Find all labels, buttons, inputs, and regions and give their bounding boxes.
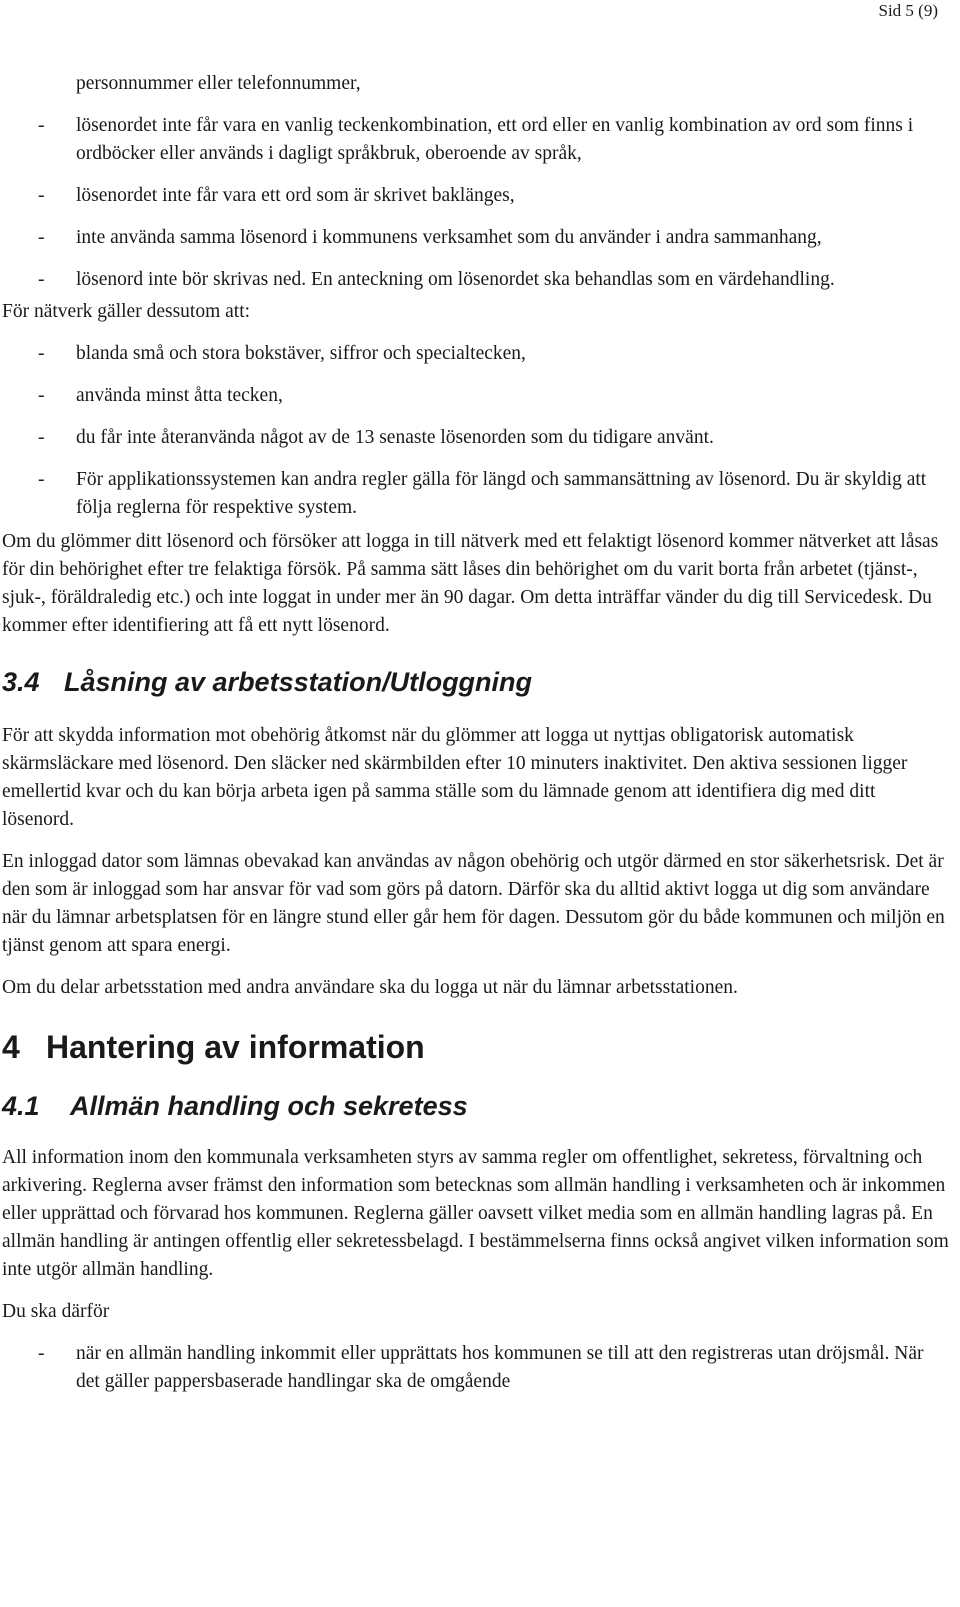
- list-item: [2, 424, 952, 452]
- section-title: Låsning av arbetsstation/Utloggning: [64, 667, 533, 697]
- section-heading-4: [2, 1028, 952, 1066]
- list-item-text: lösenordet inte får vara ett ord som är skrivet baklänges,: [76, 185, 515, 206]
- section-title: Allmän handling och sekretess: [70, 1091, 468, 1121]
- section-number: 4: [2, 1029, 20, 1065]
- list-item: [2, 466, 952, 522]
- list-bullet: -: [38, 185, 45, 206]
- list-item-text: lösenordet inte får vara en vanlig teckenkombination, ett ord eller en vanlig kombination av ord som finns i ordböcker eller används i dagligt språkbruk, oberoende av språk,: [76, 115, 914, 164]
- list-item: [2, 182, 952, 210]
- document-body: [2, 70, 952, 1404]
- list-item-text: lösenord inte bör skrivas ned. En anteckning om lösenordet ska behandlas som en värdehandling.: [76, 269, 835, 290]
- network-rules-list: [2, 340, 952, 522]
- list-item: [2, 382, 952, 410]
- list-bullet: -: [38, 385, 45, 406]
- body-paragraph: All information inom den kommunala verksamheten styrs av samma regler om offentlighet, sekretess, förvaltning och arkivering. Reglerna avser främst den information som betecknas som allmän handling i verksamheten och är inkommen eller upprättad och förvarad hos kommunen. Reglerna gäller oavsett vilket media som en allmän handling lagras på. En allmän handling är antingen offentlig eller sekretessbelagd. I bestämmelserna finns också angivet vilken information som inte utgör allmän handling.: [2, 1147, 949, 1280]
- forgot-password-paragraph: Om du glömmer ditt lösenord och försöker att logga in till nätverk med ett felaktigt lösenord kommer nätverket att låsas för din behörighet efter tre felaktiga försök. På samma sätt låses din behörighet om du varit borta från arbetet (tjänst-, sjuk-, föräldraledig etc.) och inte loggat in under mer än 90 dagar. Om detta inträffar vänder du dig till Servicedesk. Du kommer efter identifiering att få ett nytt lösenord.: [2, 531, 939, 636]
- list-item-text: inte använda samma lösenord i kommunens verksamhet som du använder i andra sammanhang,: [76, 227, 822, 248]
- therefore-intro: Du ska därför: [2, 1301, 110, 1322]
- page-number: Sid 5 (9): [878, 1, 938, 20]
- section-title: Hantering av information: [46, 1029, 425, 1065]
- list-bullet: -: [38, 427, 45, 448]
- list-bullet: -: [38, 269, 45, 290]
- list-bullet: -: [38, 115, 45, 136]
- list-bullet: -: [38, 227, 45, 248]
- list-item-text: du får inte återanvända något av de 13 senaste lösenorden som du tidigare använt.: [76, 427, 714, 448]
- section-number: 4.1: [2, 1091, 40, 1121]
- list-item-text: För applikationssystemen kan andra regler gälla för längd och sammansättning av lösenord. Du är skyldig att följa reglerna för respektive system.: [76, 469, 927, 518]
- body-paragraph: För att skydda information mot obehörig åtkomst när du glömmer att logga ut nyttjas obligatorisk automatisk skärmsläckare med lösenord. Den släcker ned skärmbilden efter 10 minuters inaktivitet. Den aktiva sessionen ligger emellertid kvar och du kan börja arbeta igen på samma ställe som du lämnade genom att identifiera dig med ditt lösenord.: [2, 725, 908, 830]
- section-heading-3-4: [2, 666, 952, 698]
- list-bullet: -: [38, 469, 45, 490]
- list-item-text: när en allmän handling inkommit eller upprättats hos kommunen se till att den registreras utan dröjsmål. När det gäller pappersbaserade handlingar ska de omgående: [76, 1343, 924, 1392]
- section-heading-4-1: [2, 1090, 952, 1122]
- body-paragraph: En inloggad dator som lämnas obevakad kan användas av någon obehörig och utgör därmed en stor säkerhetsrisk. Det är den som är inloggad som har ansvar för vad som görs på datorn. Därför ska du alltid aktivt logga ut dig som användare när du lämnar arbetsplatsen för en längre stund eller går hem för dagen. Dessutom gör du både kommunen och miljön en tjänst genom att spara energi.: [2, 851, 945, 956]
- list-item-text: blanda små och stora bokstäver, siffror och specialtecken,: [76, 343, 526, 364]
- list-item: [2, 224, 952, 252]
- list-bullet: -: [38, 1343, 45, 1364]
- list-item: [2, 1340, 952, 1396]
- password-rules-list: [2, 112, 952, 294]
- list-bullet: -: [38, 343, 45, 364]
- list-item-text: använda minst åtta tecken,: [76, 385, 283, 406]
- section-number: 3.4: [2, 667, 40, 697]
- list-item: [2, 266, 952, 294]
- list-item: [2, 112, 952, 168]
- list-item: [2, 340, 952, 368]
- list-continuation: personnummer eller telefonnummer,: [76, 73, 361, 94]
- network-intro: För nätverk gäller dessutom att:: [2, 301, 251, 322]
- body-paragraph: Om du delar arbetsstation med andra användare ska du logga ut när du lämnar arbetsstationen.: [2, 977, 738, 998]
- handling-rules-list: [2, 1340, 952, 1396]
